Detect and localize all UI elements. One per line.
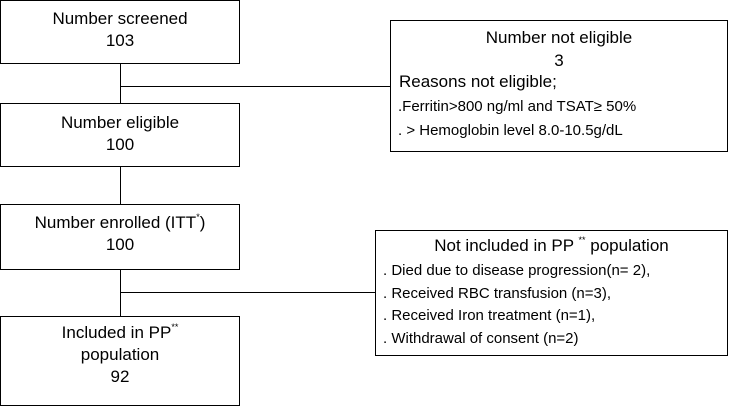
not-included-item-died: . Died due to disease progression(n= 2),: [383, 262, 651, 279]
enrolled-label-line: [1, 212, 239, 234]
enrolled-label: Number enrolled (ITT: [34, 213, 197, 232]
connector-to-not-included: [120, 292, 375, 293]
included-box: [0, 316, 240, 406]
included-label: Included in PP: [61, 323, 172, 342]
not-included-item-iron: . Received Iron treatment (n=1),: [383, 307, 596, 324]
connector-to-not-eligible: [120, 86, 390, 87]
connector-eligible-enrolled: [120, 167, 121, 204]
not-eligible-reason-hemoglobin: . > Hemoglobin level 8.0-10.5g/dL: [398, 122, 623, 139]
enrolled-count: 100: [105, 235, 135, 254]
not-eligible-reason-ferritin: .Ferritin>800 ng/ml and TSAT≥ 50%: [398, 98, 637, 115]
not-eligible-title: Number not eligible: [485, 28, 633, 47]
enrolled-label-end: ): [199, 213, 206, 232]
not-included-item-withdrawal: . Withdrawal of consent (n=2): [383, 330, 579, 347]
connector-enrolled-included: [120, 270, 121, 316]
not-included-title-end: population: [585, 236, 669, 255]
included-label-line: [1, 322, 239, 344]
not-eligible-count: 3: [554, 51, 564, 70]
eligible-count: 100: [105, 135, 135, 154]
not-included-title-sup: **: [578, 235, 586, 245]
not-included-item-rbc: . Received RBC transfusion (n=3),: [383, 285, 612, 302]
not-included-title-start: Not included in PP: [434, 236, 579, 255]
included-label-line2: population: [80, 345, 160, 364]
not-eligible-box: [390, 20, 728, 152]
screened-count: 103: [105, 31, 135, 50]
screened-box: [0, 0, 240, 64]
eligible-box: [0, 103, 240, 167]
screened-label: Number screened: [52, 9, 188, 28]
enrolled-label-sup: *: [196, 212, 200, 222]
not-eligible-reasons-label: Reasons not eligible;: [399, 72, 557, 91]
eligible-label: Number eligible: [60, 113, 180, 132]
enrolled-box: [0, 204, 240, 270]
not-included-box: [375, 230, 728, 356]
included-count: 92: [110, 367, 130, 386]
connector-screened-eligible: [120, 64, 121, 103]
not-included-title: [376, 236, 727, 256]
included-label-sup: **: [171, 322, 179, 332]
